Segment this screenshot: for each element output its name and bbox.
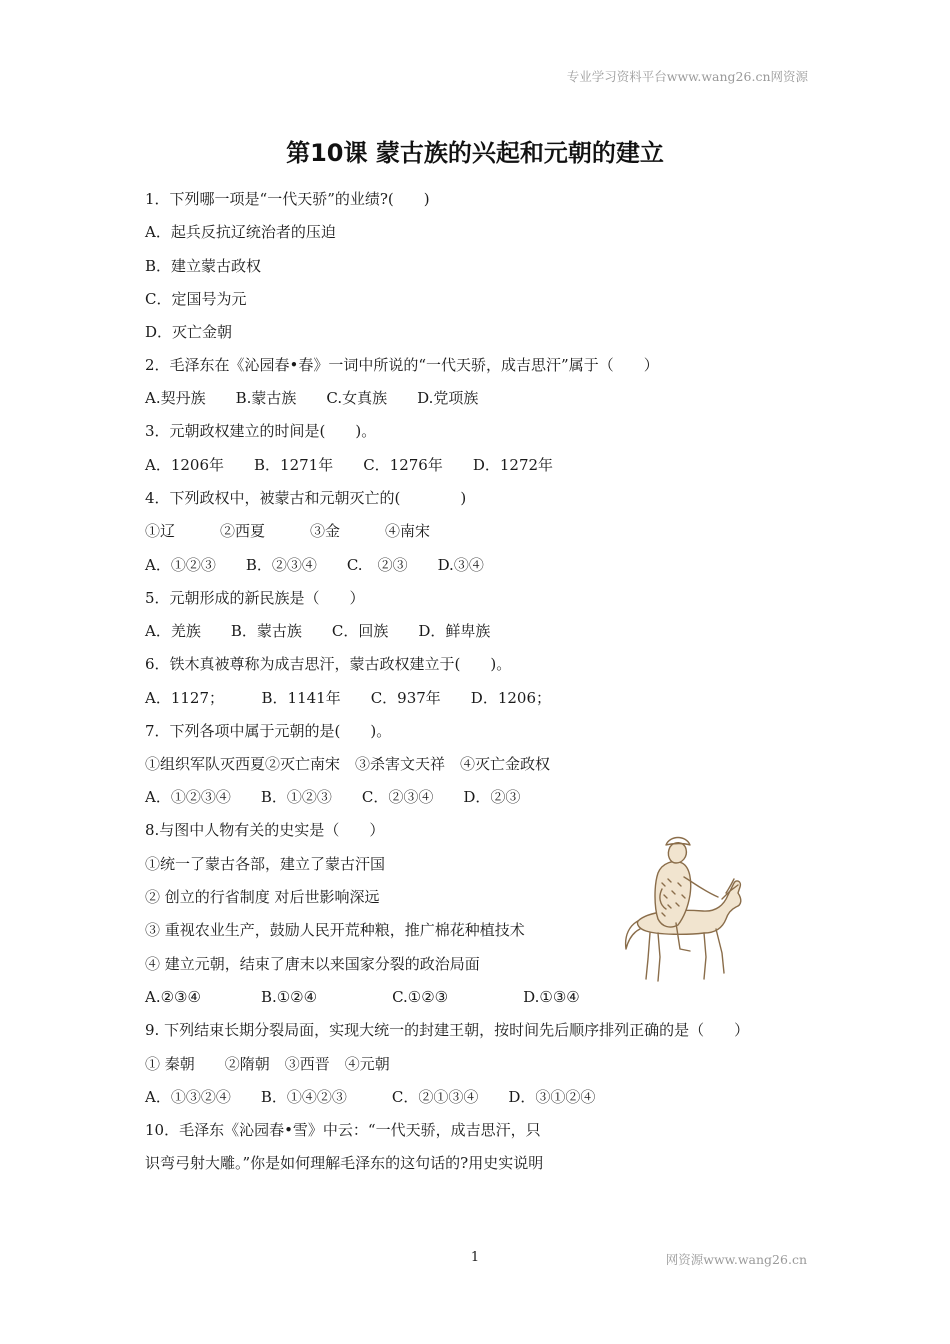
question-5-stem: 5．元朝形成的新民族是（ ） [145,589,365,607]
question-10-stem-line-1: 10．毛泽东《沁园春•雪》中云：“一代天骄，成吉思汗，只 [145,1121,541,1139]
question-9-options: A．①③②④ B．①④②③ C．②①③④ D．③①②④ [145,1088,596,1106]
question-1-option-a: A．起兵反抗辽统治者的压迫 [145,223,336,241]
rider-head [668,843,686,863]
question-2-options: A.契丹族 B.蒙古族 C.女真族 D.党项族 [145,389,479,407]
question-6-options: A．1127； B．1141年 C．937年 D．1206； [145,689,552,707]
genghis-khan-on-horse-illustration [618,833,746,985]
page-title: 第10课 蒙古族的兴起和元朝的建立 [286,139,664,167]
question-3-stem: 3．元朝政权建立的时间是( )。 [145,422,377,440]
question-7-items: ①组织军队灭西夏②灭亡南宋 ③杀害文天祥 ④灭亡金政权 [145,755,551,773]
question-8-item-4: ④ 建立元朝，结束了唐末以来国家分裂的政治局面 [145,955,480,973]
question-7-stem: 7．下列各项中属于元朝的是( )。 [145,722,392,740]
question-4-items: ①辽 ②西夏 ③金 ④南宋 [145,522,431,540]
question-3-options: A．1206年 B．1271年 C．1276年 D．1272年 [145,456,554,474]
question-1-option-b: B．建立蒙古政权 [145,257,262,275]
question-4-stem: 4．下列政权中，被蒙古和元朝灭亡的( ) [145,489,467,507]
header-watermark: 专业学习资料平台www.wang26.cn网资源 [566,69,808,84]
rider-hat [666,838,690,846]
question-2-stem: 2．毛泽东在《沁园春•春》一词中所说的“一代天骄，成吉思汗”属于（ ） [145,356,659,374]
question-4-options: A．①②③ B．②③④ C. ②③ D.③④ [145,556,484,574]
question-10-stem-line-2: 识弯弓射大雕。”你是如何理解毛泽东的这句话的?用史实说明 [145,1154,544,1172]
question-9-items: ① 秦朝 ②隋朝 ③西晋 ④元朝 [145,1055,390,1073]
question-5-options: A．羌族 B．蒙古族 C．回族 D．鲜卑族 [145,622,491,640]
horse-legs [646,929,724,981]
question-8-options: A.②③④ B.①②④ C.①②③ D.①③④ [145,988,580,1006]
question-1-option-c: C．定国号为元 [145,290,247,308]
question-8-stem: 8.与图中人物有关的史实是（ ） [145,821,385,839]
question-7-options: A．①②③④ B．①②③ C．②③④ D．②③ [145,788,521,806]
question-8-item-3: ③ 重视农业生产，鼓励人民开荒种粮，推广棉花种植技术 [145,921,525,939]
footer-watermark: 网资源www.wang26.cn [665,1252,807,1267]
question-6-stem: 6．铁木真被尊称为成吉思汗，蒙古政权建立于( )。 [145,655,512,673]
question-8-item-1: ①统一了蒙古各部，建立了蒙古汗国 [145,855,386,873]
question-1-option-d: D．灭亡金朝 [145,323,233,341]
question-1-stem: 1．下列哪一项是“一代天骄”的业绩?( ) [145,190,430,208]
question-8-item-2: ② 创立的行省制度 对后世影响深远 [145,888,380,906]
question-9-stem: 9. 下列结束长期分裂局面，实现大统一的封建王朝，按时间先后顺序排列正确的是（ ） [145,1021,750,1039]
page-number: 1 [470,1250,480,1265]
